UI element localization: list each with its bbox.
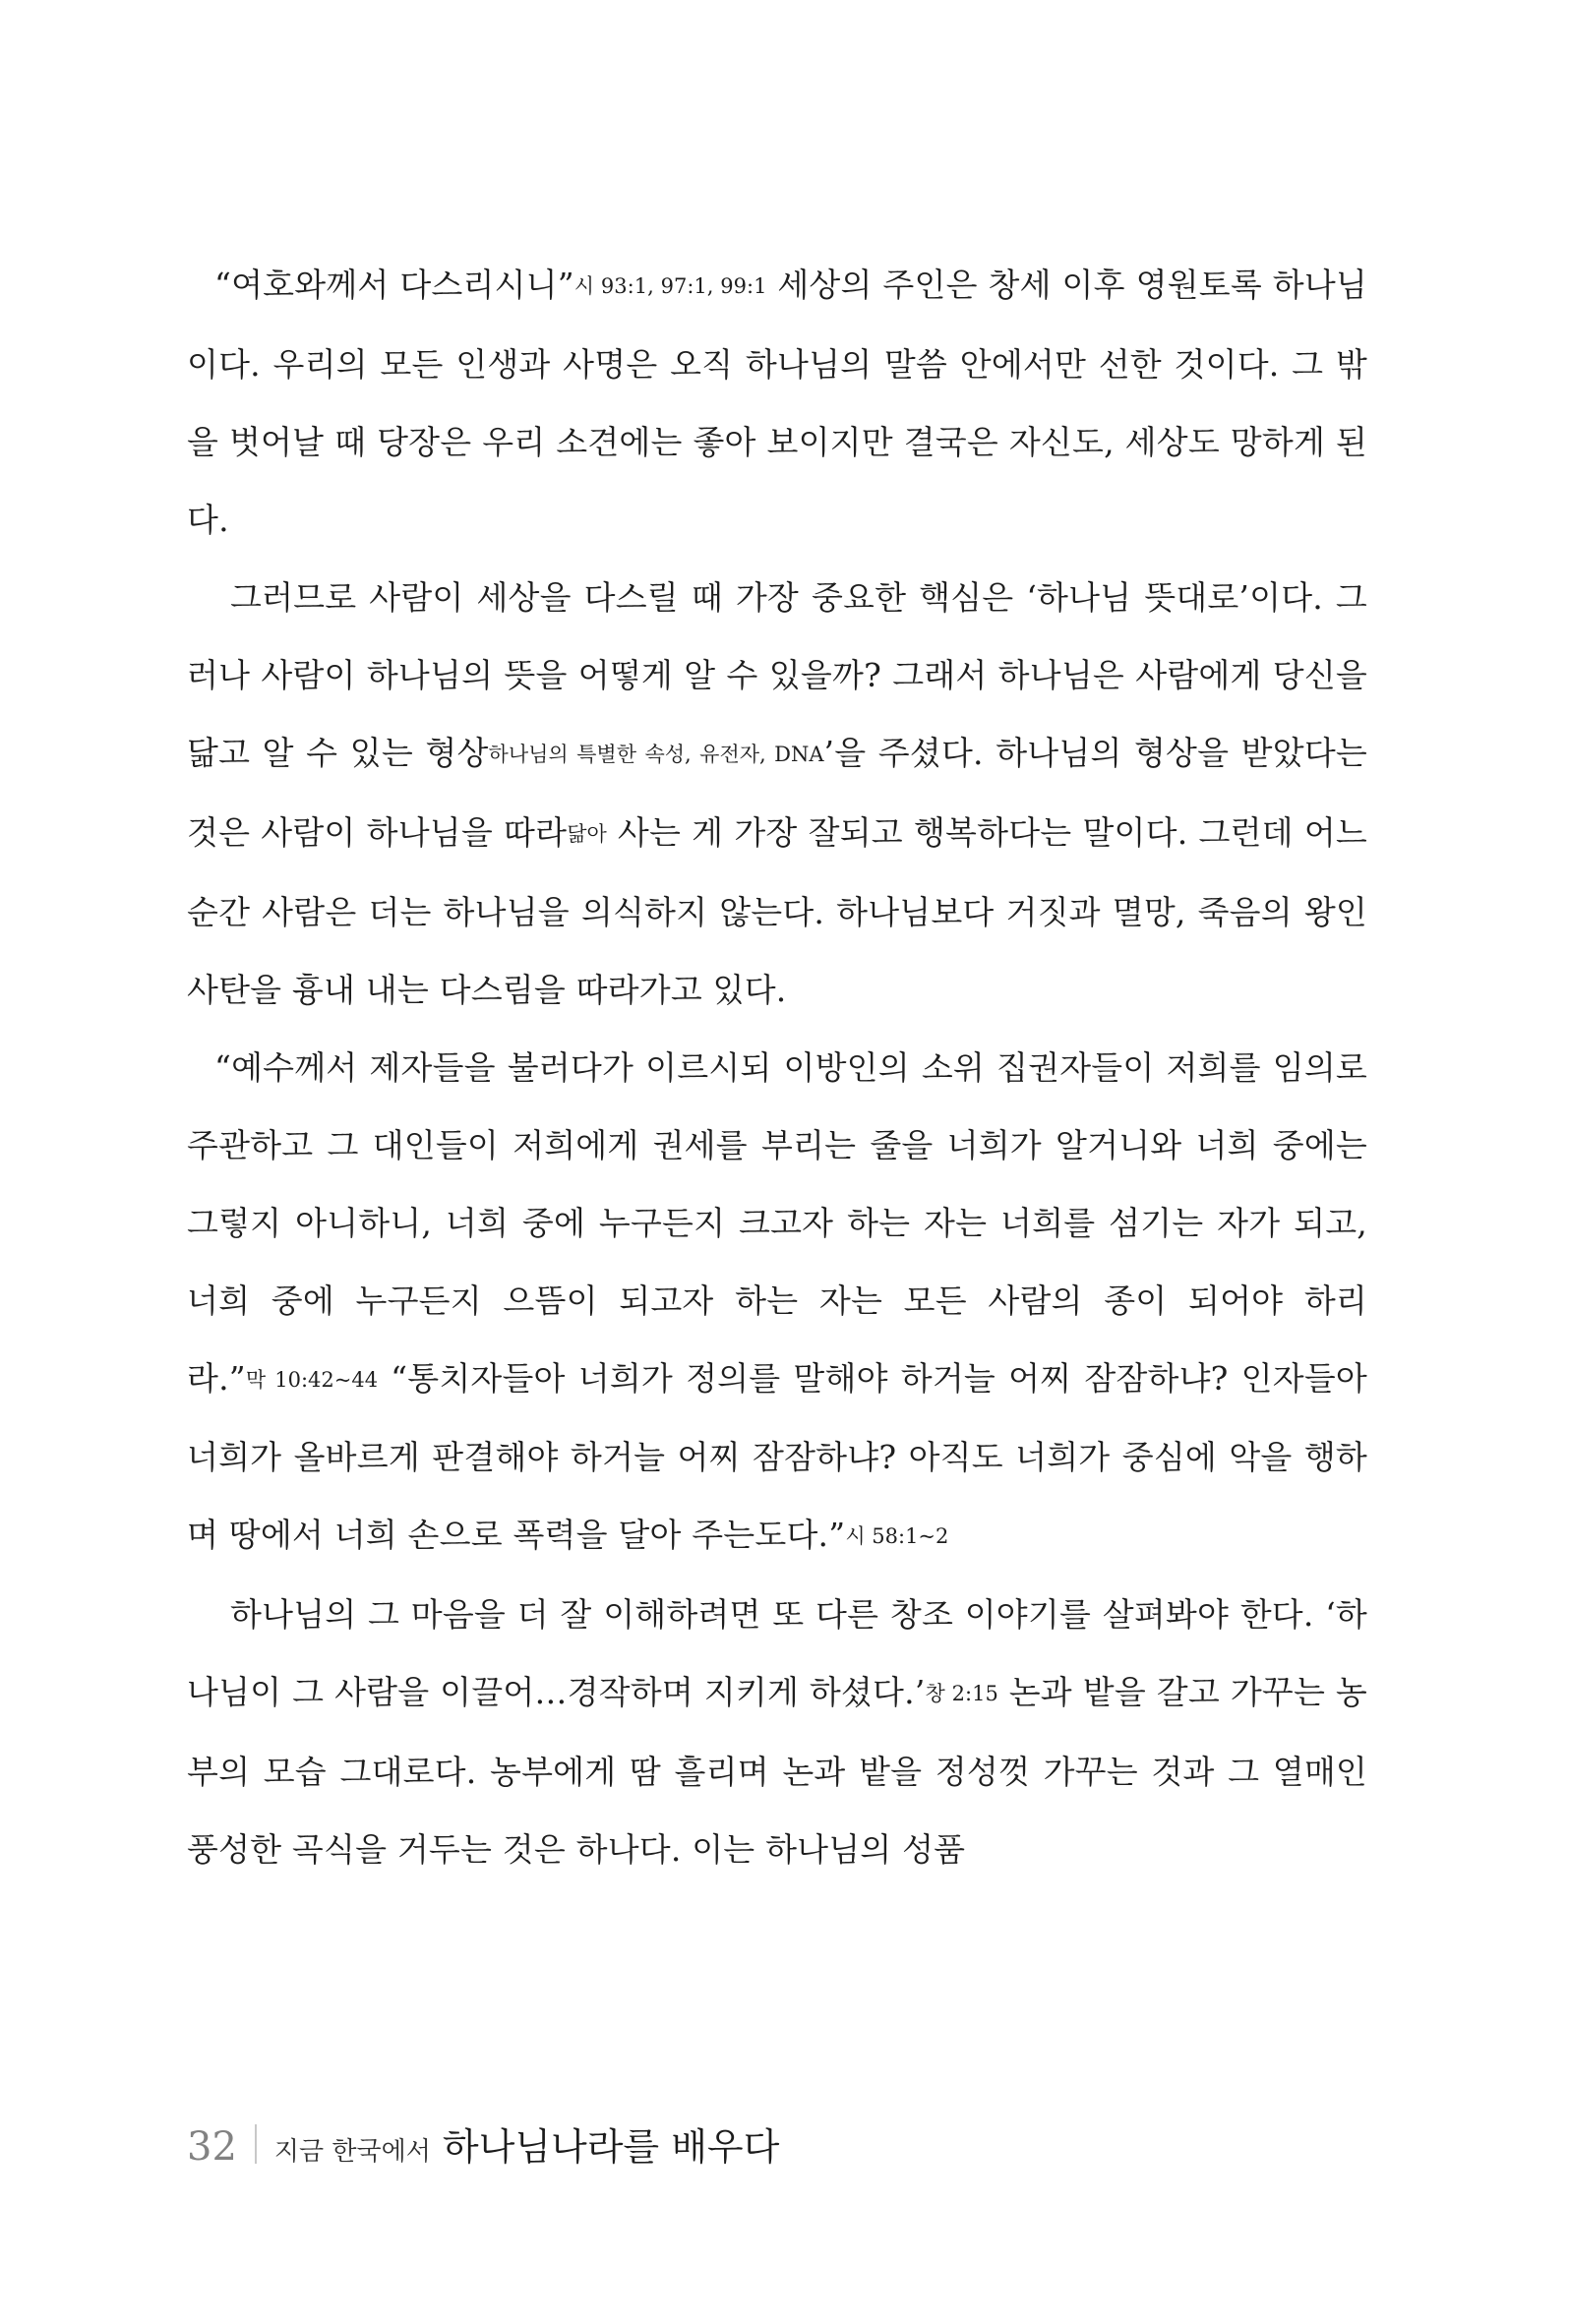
text-run: 그러므로 사람이 세상을 다스릴 때 가장 중요한 핵심은 ‘하나님 뜻대로’이다. 그러나 사람이 하나님의 뜻을 어떻게 알 수 있을까? 그래서 하나님은 사람에게 당신을 닮고 알 수 있는 형상 [187, 577, 1367, 772]
text-run: 사는 게 가장 잘되고 행복하다는 말이다. 그런데 어느 순간 사람은 더는 하나님을 의식하지 않는다. 하나님보다 거짓과 멸망, 죽음의 왕인 사탄을 흉내 내는 다스림을 따라가고 있다. [187, 812, 1367, 1009]
text-run: “예수께서 제자들을 불러다가 이르시되 이방인의 소위 집권자들이 저희를 임의로 주관하고 그 대인들이 저희에게 권세를 부리는 줄을 너희가 알거니와 너희 중에는 그렇지 아니하니, 너희 중에 누구든지 크고자 하는 자는 너희를 섬기는 자가 되고, 너희 중에 누구든지 으뜸이 되고자 하는 자는 모든 사람의 종이 되어야 하리라.” [187, 1047, 1367, 1398]
paragraph-4 [187, 1576, 1367, 1888]
page-text [187, 246, 1367, 1888]
scripture-reference: 시 58:1~2 [845, 1524, 949, 1549]
scripture-reference: 창 2:15 [925, 1682, 998, 1706]
page-number: 32 [187, 2124, 237, 2170]
scripture-reference: 닮아 [567, 821, 607, 846]
paragraph-2 [187, 559, 1367, 1029]
text-run: 세상의 주인은 창세 이후 영원토록 하나님이다. 우리의 모든 인생과 사명은 오직 하나님의 말씀 안에서만 선한 것이다. 그 밖을 벗어날 때 당장은 우리 소견에는 좋아 보이지만 결국은 자신도, 세상도 망하게 된다. [187, 266, 1367, 539]
page-footer [187, 2116, 779, 2171]
book-title-main: 하나님나라를 배우다 [442, 2125, 780, 2169]
text-run: 논과 밭을 갈고 가꾸는 농부의 모습 그대로다. 농부에게 땀 흘리며 논과 밭을 정성껏 가꾸는 것과 그 열매인 풍성한 곡식을 거두는 것은 하나다. 이는 하나님의 성품 [187, 1673, 1368, 1870]
text-run: ’을 주셨다. 하나님의 형상을 받았다는 것은 사람이 하나님을 따라 [187, 733, 1367, 852]
paragraph-1 [187, 246, 1367, 559]
text-run: “통치자들아 너희가 정의를 말해야 하거늘 어찌 잠잠하냐? 인자들아 너희가 올바르게 판결해야 하거늘 어찌 잠잠하냐? 아직도 너희가 중심에 악을 행하며 땅에서 너희 손으로 폭력을 달아 주는도다.” [187, 1358, 1367, 1555]
text-run: “여호와께서 다스리시니” [214, 266, 574, 304]
book-title-prefix: 지금 한국에서 [273, 2137, 431, 2167]
footer-divider [255, 2124, 257, 2164]
scripture-reference: 시 93:1, 97:1, 99:1 [573, 273, 767, 298]
scripture-reference: 막 10:42~44 [245, 1367, 379, 1392]
paragraph-3 [187, 1029, 1367, 1577]
scripture-reference: 하나님의 특별한 속성, 유전자, DNA [488, 742, 824, 766]
text-run: 하나님의 그 마음을 더 잘 이해하려면 또 다른 창조 이야기를 살펴봐야 한다. ‘하나님이 그 사람을 이끌어…경작하며 지키게 하셨다.’ [187, 1595, 1367, 1712]
